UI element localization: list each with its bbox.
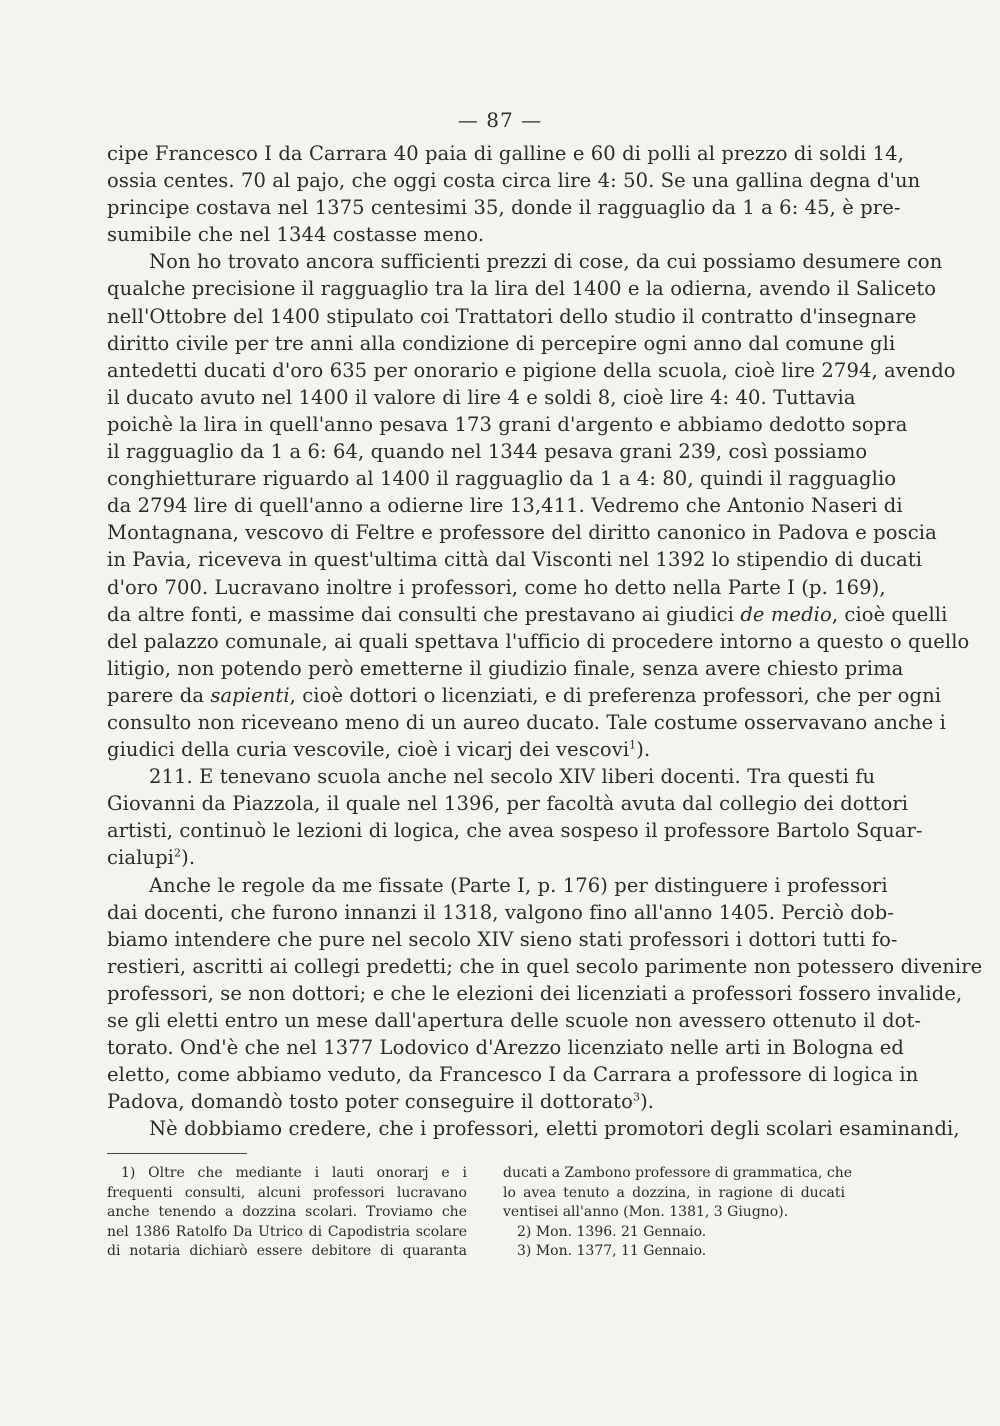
footnote-line: 2) Mon. 1396. 21 Gennaio. xyxy=(517,1223,707,1240)
footnote-separator xyxy=(107,1153,247,1154)
main-text xyxy=(107,140,983,1142)
text-line: parere da sapienti, cioè dottori o licenziati, e di preferenza professori, che per ogni xyxy=(107,683,942,707)
footnote-reference: 1 xyxy=(629,738,637,752)
text-line: Giovanni da Piazzola, il quale nel 1396, per facoltà avuta dal collegio dei dottori xyxy=(107,792,909,816)
text-line: ossia centes. 70 al pajo, che oggi costa circa lire 4: 50. Se una gallina degna d'un xyxy=(107,169,921,193)
text-line: Anche le regole da me fissate (Parte I, p. 176) per distinguere i professori xyxy=(149,873,888,897)
text-line: Padova, domandò tosto poter conseguire il dottorato$^3$). xyxy=(107,1090,655,1114)
text-line: in Pavia, riceveva in quest'ultima città dal Visconti nel 1392 lo stipendio di ducati xyxy=(107,548,923,572)
text-line: consulto non riceveano meno di un aureo ducato. Tale costume osservavano anche i xyxy=(107,710,946,734)
text-line: qualche precisione il ragguaglio tra la lira del 1400 e la odierna, avendo il Saliceto xyxy=(107,277,937,301)
footnote-line: ventisei all'anno (Mon. 1381, 3 Giugno). xyxy=(503,1204,789,1220)
text-line: Nè dobbiamo credere, che i professori, eletti promotori degli scolari esaminandi, xyxy=(149,1117,960,1141)
text-line: cipe Francesco I da Carrara 40 paia di galline e 60 di polli al prezzo di soldi 14, xyxy=(107,142,904,165)
text-line: litigio, non potendo però emetterne il giudizio finale, senza avere chiesto prima xyxy=(107,656,904,680)
page-number: — 87 — xyxy=(457,108,543,132)
footnotes xyxy=(107,1164,853,1262)
text-line: restieri, ascritti ai collegi predetti; che in quel secolo parimente non potessero divenire xyxy=(107,954,983,978)
text-line: principe costava nel 1375 centesimi 35, donde il ragguaglio da 1 a 6: 45, è pre- xyxy=(107,196,901,220)
footnote-line: anche tenendo a dozzina scolari. Troviamo che xyxy=(107,1204,467,1220)
text-line: Non ho trovato ancora sufficienti prezzi di cose, da cui possiamo desumere con xyxy=(149,250,943,274)
footnote-line: di notaria dichiarò essere debitore di quaranta xyxy=(107,1243,467,1259)
footnote-reference: 2 xyxy=(174,846,182,860)
text-line: cialupi$^2$). xyxy=(107,846,196,870)
text-line: il ragguaglio da 1 a 6: 64, quando nel 1344 pesava grani 239, così possiamo xyxy=(107,440,868,464)
italic-phrase: de medio xyxy=(740,602,832,626)
text-line: Montagnana, vescovo di Feltre e professore del diritto canonico in Padova e poscia xyxy=(107,521,937,545)
text-line: dai docenti, che furono innanzi il 1318, valgono fino all'anno 1405. Perciò dob- xyxy=(107,900,894,924)
text-line: torato. Ond'è che nel 1377 Lodovico d'Arezzo licenziato nelle arti in Bologna ed xyxy=(107,1036,905,1060)
footnotes-right-column xyxy=(503,1164,853,1262)
text-line: artisti, continuò le lezioni di logica, che avea sospeso il professore Bartolo Squar- xyxy=(107,819,923,843)
text-line: il ducato avuto nel 1400 il valore di lire 4 e soldi 8, cioè lire 4: 40. Tuttavia xyxy=(107,385,856,409)
text-line: da altre fonti, e massime dai consulti che prestavano ai giudici de medio, cioè quelli xyxy=(107,602,948,626)
text-line: biamo intendere che pure nel secolo XIV sieno stati professori i dottori tutti fo- xyxy=(107,927,898,951)
footnote-line: 3) Mon. 1377, 11 Gennaio. xyxy=(517,1243,707,1259)
text-line: diritto civile per tre anni alla condizione di percepire ogni anno dal comune gli xyxy=(107,331,896,355)
text-line: se gli eletti entro un mese dall'apertura delle scuole non avessero ottenuto il dot- xyxy=(107,1009,922,1032)
footnote-line: lo avea tenuto a dozzina, in ragione di ducati xyxy=(503,1184,845,1201)
footnote-line: frequenti consulti, alcuni professori lucravano xyxy=(107,1184,467,1201)
footnote-reference: 3 xyxy=(632,1090,641,1104)
text-line: da 2794 lire di quell'anno a odierne lire 13,411. Vedremo che Antonio Naseri di xyxy=(107,494,903,518)
text-line: antedetti ducati d'oro 635 per onorario e pigione della scuola, cioè lire 2794, avendo xyxy=(107,358,956,382)
footnote-line: nel 1386 Ratolfo Da Utrico di Capodistria scolare xyxy=(107,1223,467,1240)
footnotes-left-column xyxy=(107,1164,467,1262)
footnote-line: 1) Oltre che mediante i lauti onorarj e i xyxy=(121,1165,467,1181)
text-line: d'oro 700. Lucravano inoltre i professori, come ho detto nella Parte I (p. 169), xyxy=(107,575,886,599)
text-line: nell'Ottobre del 1400 stipulato coi Trattatori dello studio il contratto d'insegnare xyxy=(107,304,917,328)
text-line: del palazzo comunale, ai quali spettava l'ufficio di procedere intorno a questo o quello xyxy=(107,629,970,653)
text-line: sumibile che nel 1344 costasse meno. xyxy=(107,223,485,247)
italic-phrase: sapienti xyxy=(210,683,290,707)
text-line: eletto, come abbiamo veduto, da Francesco I da Carrara a professore di logica in xyxy=(107,1063,919,1087)
footnote-line: ducati a Zambono professore di grammatica, che xyxy=(503,1165,853,1181)
text-line: poichè la lira in quell'anno pesava 173 grani d'argento e abbiamo dedotto sopra xyxy=(107,412,908,436)
text-line: 211. E tenevano scuola anche nel secolo XIV liberi docenti. Tra questi fu xyxy=(149,765,876,789)
text-line: conghietturare riguardo al 1400 il ragguaglio da 1 a 4: 80, quindi il ragguaglio xyxy=(107,467,897,491)
text-line: giudici della curia vescovile, cioè i vicarj dei vescovi$^1$). xyxy=(107,738,651,762)
text-line: professori, se non dottori; e che le elezioni dei licenziati a professori fossero invalide, xyxy=(107,981,963,1005)
